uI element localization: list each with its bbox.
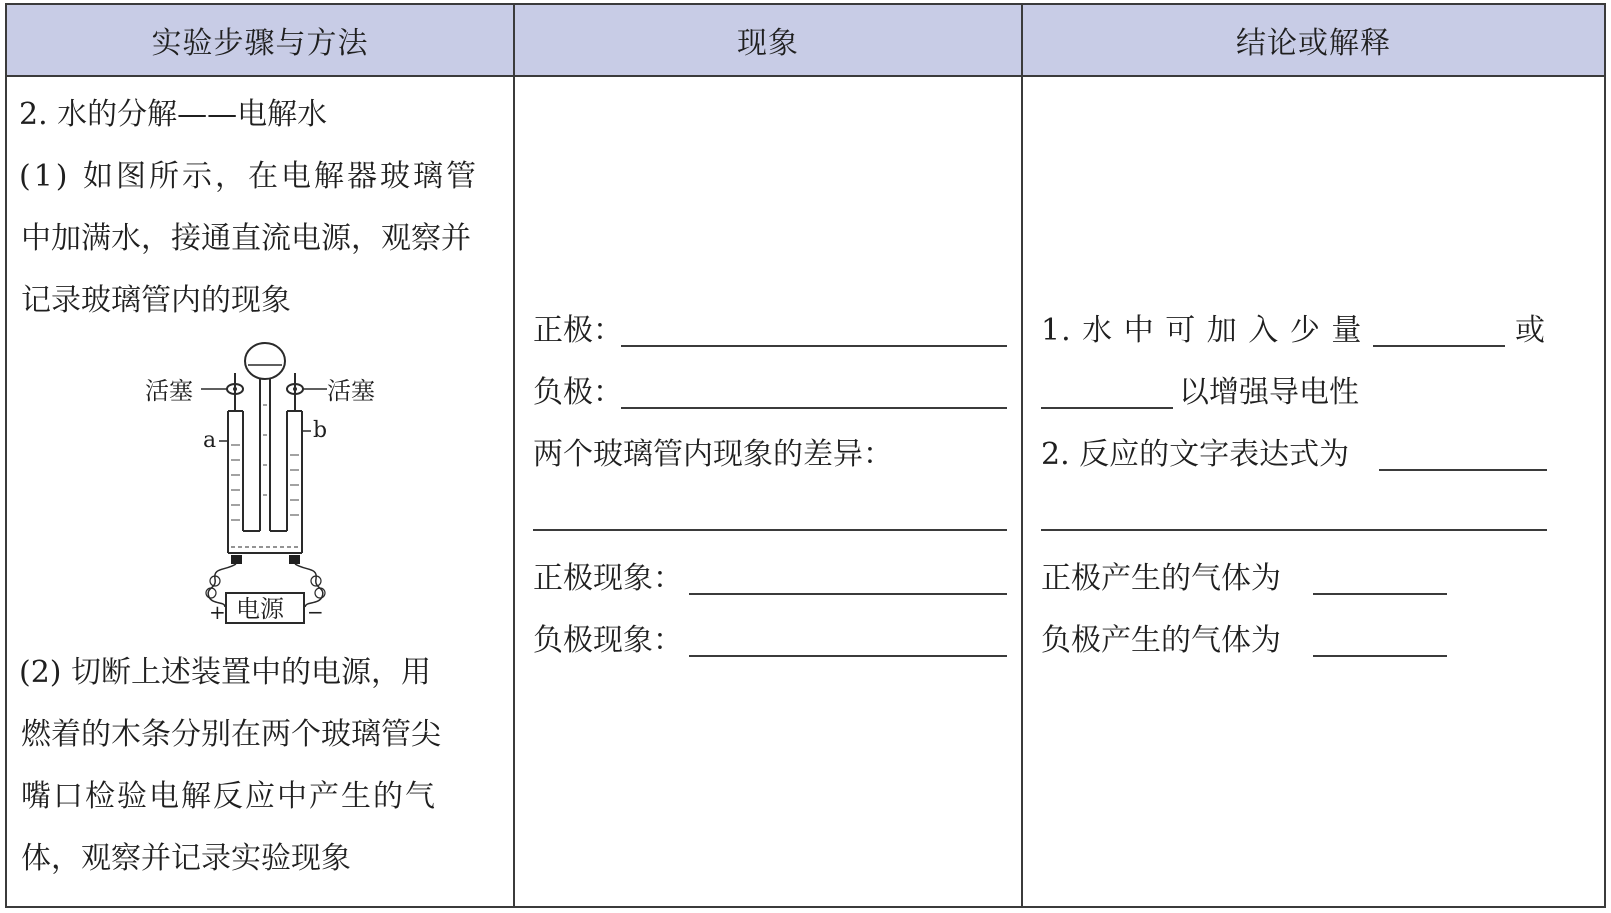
word-equation-blank-1[interactable] — [1379, 469, 1547, 471]
header-conclusion: 结论或解释 — [1236, 26, 1391, 61]
power-source-label: 电源 — [236, 595, 284, 623]
steps-title: 2. 水的分解——电解水 — [19, 97, 328, 132]
conclusion-column — [1023, 77, 1604, 906]
negative-gas-blank[interactable] — [1313, 655, 1447, 657]
step1-line1: (1) 如图所示，在电解器玻璃管 — [19, 159, 480, 194]
plus-sign: + — [209, 600, 226, 624]
conclusion-1-part2: 以增强导电性 — [1179, 375, 1359, 410]
header-steps: 实验步骤与方法 — [151, 26, 369, 61]
electrolyte-blank-1[interactable] — [1373, 345, 1505, 347]
positive-phenomenon-blank[interactable] — [689, 593, 1007, 595]
step2-line4: 体，观察并记录实验现象 — [21, 841, 351, 876]
negative-gas-label: 负极产生的气体为 — [1041, 623, 1281, 658]
stopcock-right-label: 活塞 — [327, 377, 375, 405]
word-equation-blank-2[interactable] — [1041, 529, 1547, 531]
stopcock-left-label: 活塞 — [145, 377, 193, 405]
negative-phenomenon-blank[interactable] — [689, 655, 1007, 657]
positive-electrode-blank[interactable] — [621, 345, 1007, 347]
positive-gas-label: 正极产生的气体为 — [1041, 561, 1281, 596]
table-header — [7, 5, 1604, 77]
negative-electrode-label: 负极： — [533, 375, 623, 410]
step1-line3: 记录玻璃管内的现象 — [21, 283, 291, 318]
difference-blank[interactable] — [533, 529, 1007, 531]
step2-line2: 燃着的木条分别在两个玻璃管尖 — [21, 717, 441, 752]
step1-line2: 中加满水，接通直流电源，观察并 — [21, 221, 471, 256]
electrolysis-apparatus-diagram — [135, 335, 395, 625]
phenomena-column — [515, 77, 1021, 906]
negative-electrode-blank[interactable] — [621, 407, 1007, 409]
header-phenomena: 现象 — [737, 26, 799, 61]
tube-a-label: a — [203, 428, 217, 453]
positive-gas-blank[interactable] — [1313, 593, 1447, 595]
steps-column — [7, 77, 513, 906]
step2-line3: 嘴口检验电解反应中产生的气 — [21, 779, 437, 814]
minus-sign: − — [307, 600, 324, 624]
experiment-table — [5, 3, 1606, 908]
conclusion-1-part1: 1. 水 中 可 加 入 少 量 — [1041, 313, 1363, 348]
negative-phenomenon-label: 负极现象： — [533, 623, 683, 658]
electrolyte-blank-2[interactable] — [1041, 407, 1173, 409]
positive-phenomenon-label: 正极现象： — [533, 561, 683, 596]
step2-line1: (2) 切断上述装置中的电源，用 — [19, 655, 432, 690]
difference-label: 两个玻璃管内现象的差异： — [533, 437, 893, 472]
conclusion-1-or: 或 — [1515, 313, 1545, 348]
positive-electrode-label: 正极： — [533, 313, 623, 348]
conclusion-2-label: 2. 反应的文字表达式为 — [1041, 437, 1350, 472]
tube-b-label: b — [313, 418, 328, 443]
